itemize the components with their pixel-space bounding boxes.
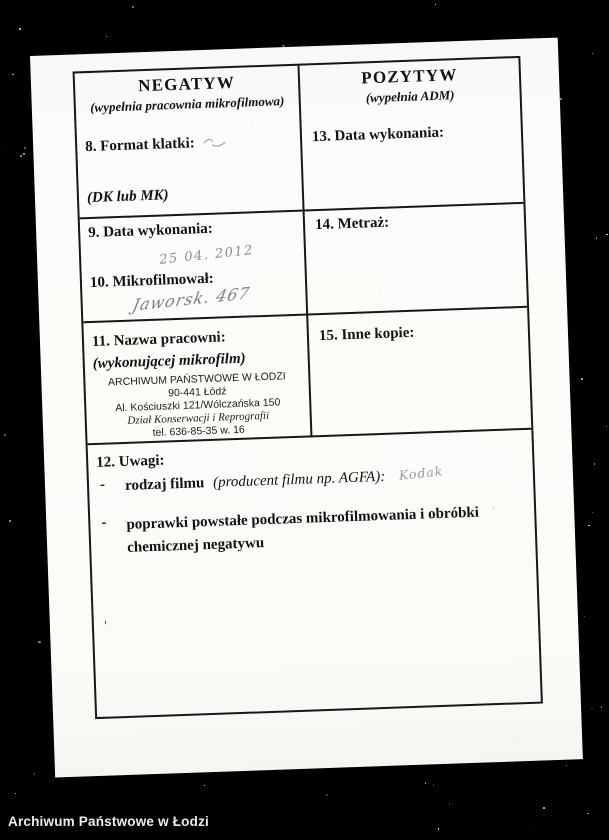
stamp-line-4: Dział Konserwacji i Reprografii — [127, 409, 270, 427]
film-type-label: rodzaj filmu — [124, 475, 205, 494]
field-14-label: 14. Metraż: — [314, 214, 390, 234]
bullet-dash-2: - — [101, 514, 107, 531]
field-12-label: 12. Uwagi: — [95, 452, 165, 471]
scan-noise-speck — [584, 616, 586, 618]
scan-noise-speck — [592, 53, 593, 54]
pozytyw-subtitle: (wypełnia ADM) — [365, 87, 455, 106]
field-9-label: 9. Data wykonania: — [87, 220, 214, 242]
cell-pozytyw-header — [299, 58, 523, 212]
scan-noise-speck — [132, 6, 134, 8]
scan-noise-speck — [326, 794, 328, 796]
field-11-sublabel: (wykonującej mikrofilm) — [92, 350, 246, 372]
archive-caption: Archiwum Państwowe w Łodzi — [8, 814, 209, 829]
negatyw-subtitle: (wypełnia pracownia mikrofilmowa) — [89, 93, 285, 115]
workshop-stamp — [85, 369, 310, 442]
cell-field-9-10 — [80, 212, 308, 324]
field-8-hint: (DK lub MK) — [86, 187, 169, 207]
scan-noise-speck — [588, 525, 590, 527]
cell-field-15 — [308, 308, 531, 438]
stray-pen-mark: ' — [103, 618, 108, 633]
paper-dust-speck — [88, 269, 89, 270]
cell-field-11 — [83, 315, 312, 445]
scan-noise-speck — [4, 434, 6, 436]
scan-noise-speck — [9, 520, 11, 522]
cell-field-12-uwagi — [88, 430, 541, 717]
stamp-line-3: Al. Kościuszki 121/Wólczańska 150 — [115, 396, 281, 415]
field-13-label: 13. Data wykonania: — [311, 124, 445, 146]
field-15-label: 15. Inne kopie: — [318, 324, 415, 345]
field-8-label — [85, 134, 229, 156]
scan-noise-speck — [23, 153, 25, 155]
scan-noise-speck — [601, 706, 603, 708]
scan-noise-speck — [596, 237, 597, 238]
bullet-dash-1: - — [99, 476, 106, 493]
cell-negatyw-header — [75, 66, 305, 220]
field-11-label: 11. Nazwa pracowni: — [91, 329, 226, 351]
scan-noise-speck — [606, 234, 608, 236]
form-table — [73, 56, 543, 719]
handwritten-date: 25 04. 2012 — [158, 243, 255, 268]
scan-noise-speck — [19, 28, 21, 30]
uwagi-item-film-type — [125, 465, 444, 495]
scan-noise-speck — [204, 785, 205, 786]
paper-dust-speck — [145, 454, 146, 455]
scan-noise-speck — [606, 426, 607, 427]
scan-noise-speck — [560, 98, 562, 100]
film-producer-hint: (producent filmu np. AGFA): — [212, 468, 386, 491]
scan-noise-speck — [587, 813, 589, 815]
scan-noise-speck — [12, 74, 13, 75]
scan-noise-speck — [543, 807, 545, 809]
scan-noise-speck — [438, 828, 440, 830]
uwagi-item-corrections: poprawki powstałe podczas mikrofilmowania i obróbki chemicznej negatywu — [126, 504, 480, 556]
scan-noise-speck — [20, 155, 22, 157]
scan-noise-speck — [592, 512, 594, 514]
scan-noise-speck — [449, 803, 451, 805]
field-8-label-text: 8. Format klatki: — [84, 135, 196, 156]
stamp-line-2: 90-441 Łódź — [167, 385, 227, 400]
scan-noise-speck — [425, 782, 426, 783]
scan-noise-speck — [38, 641, 40, 643]
handwritten-film-brand: Kodak — [398, 463, 445, 483]
scan-noise-speck — [24, 147, 26, 149]
paper-dust-speck — [154, 353, 155, 354]
stamp-line-5: tel. 636-85-35 w. 16 — [152, 423, 245, 439]
scan-noise-speck — [435, 4, 436, 5]
handwritten-format-mark — [200, 135, 228, 150]
scan-noise-speck — [433, 784, 435, 786]
scan-noise-speck — [34, 773, 35, 774]
handwritten-signature: Jaworsk. 467 — [130, 283, 252, 315]
pozytyw-title: POZYTYW — [361, 65, 458, 88]
scan-noise-speck — [594, 463, 595, 464]
negatyw-title: NEGATYW — [137, 72, 236, 96]
scan-noise-speck — [106, 36, 108, 38]
stamp-line-1: ARCHIWUM PAŃSTWOWE W ŁODZI — [107, 370, 286, 389]
cell-field-14 — [305, 204, 527, 316]
form-sheet — [30, 38, 583, 778]
scan-noise-speck — [591, 708, 593, 710]
paper-dust-speck — [56, 133, 57, 134]
scan-noise-speck — [2, 145, 3, 146]
field-10-label: 10. Mikrofilmował: — [89, 270, 215, 292]
scan-noise-speck — [15, 793, 16, 794]
paper-dust-speck — [515, 741, 516, 742]
scan-noise-speck — [581, 378, 583, 380]
scan-noise-speck — [534, 826, 535, 827]
paper-dust-speck — [493, 507, 495, 509]
scan-noise-speck — [566, 765, 568, 767]
